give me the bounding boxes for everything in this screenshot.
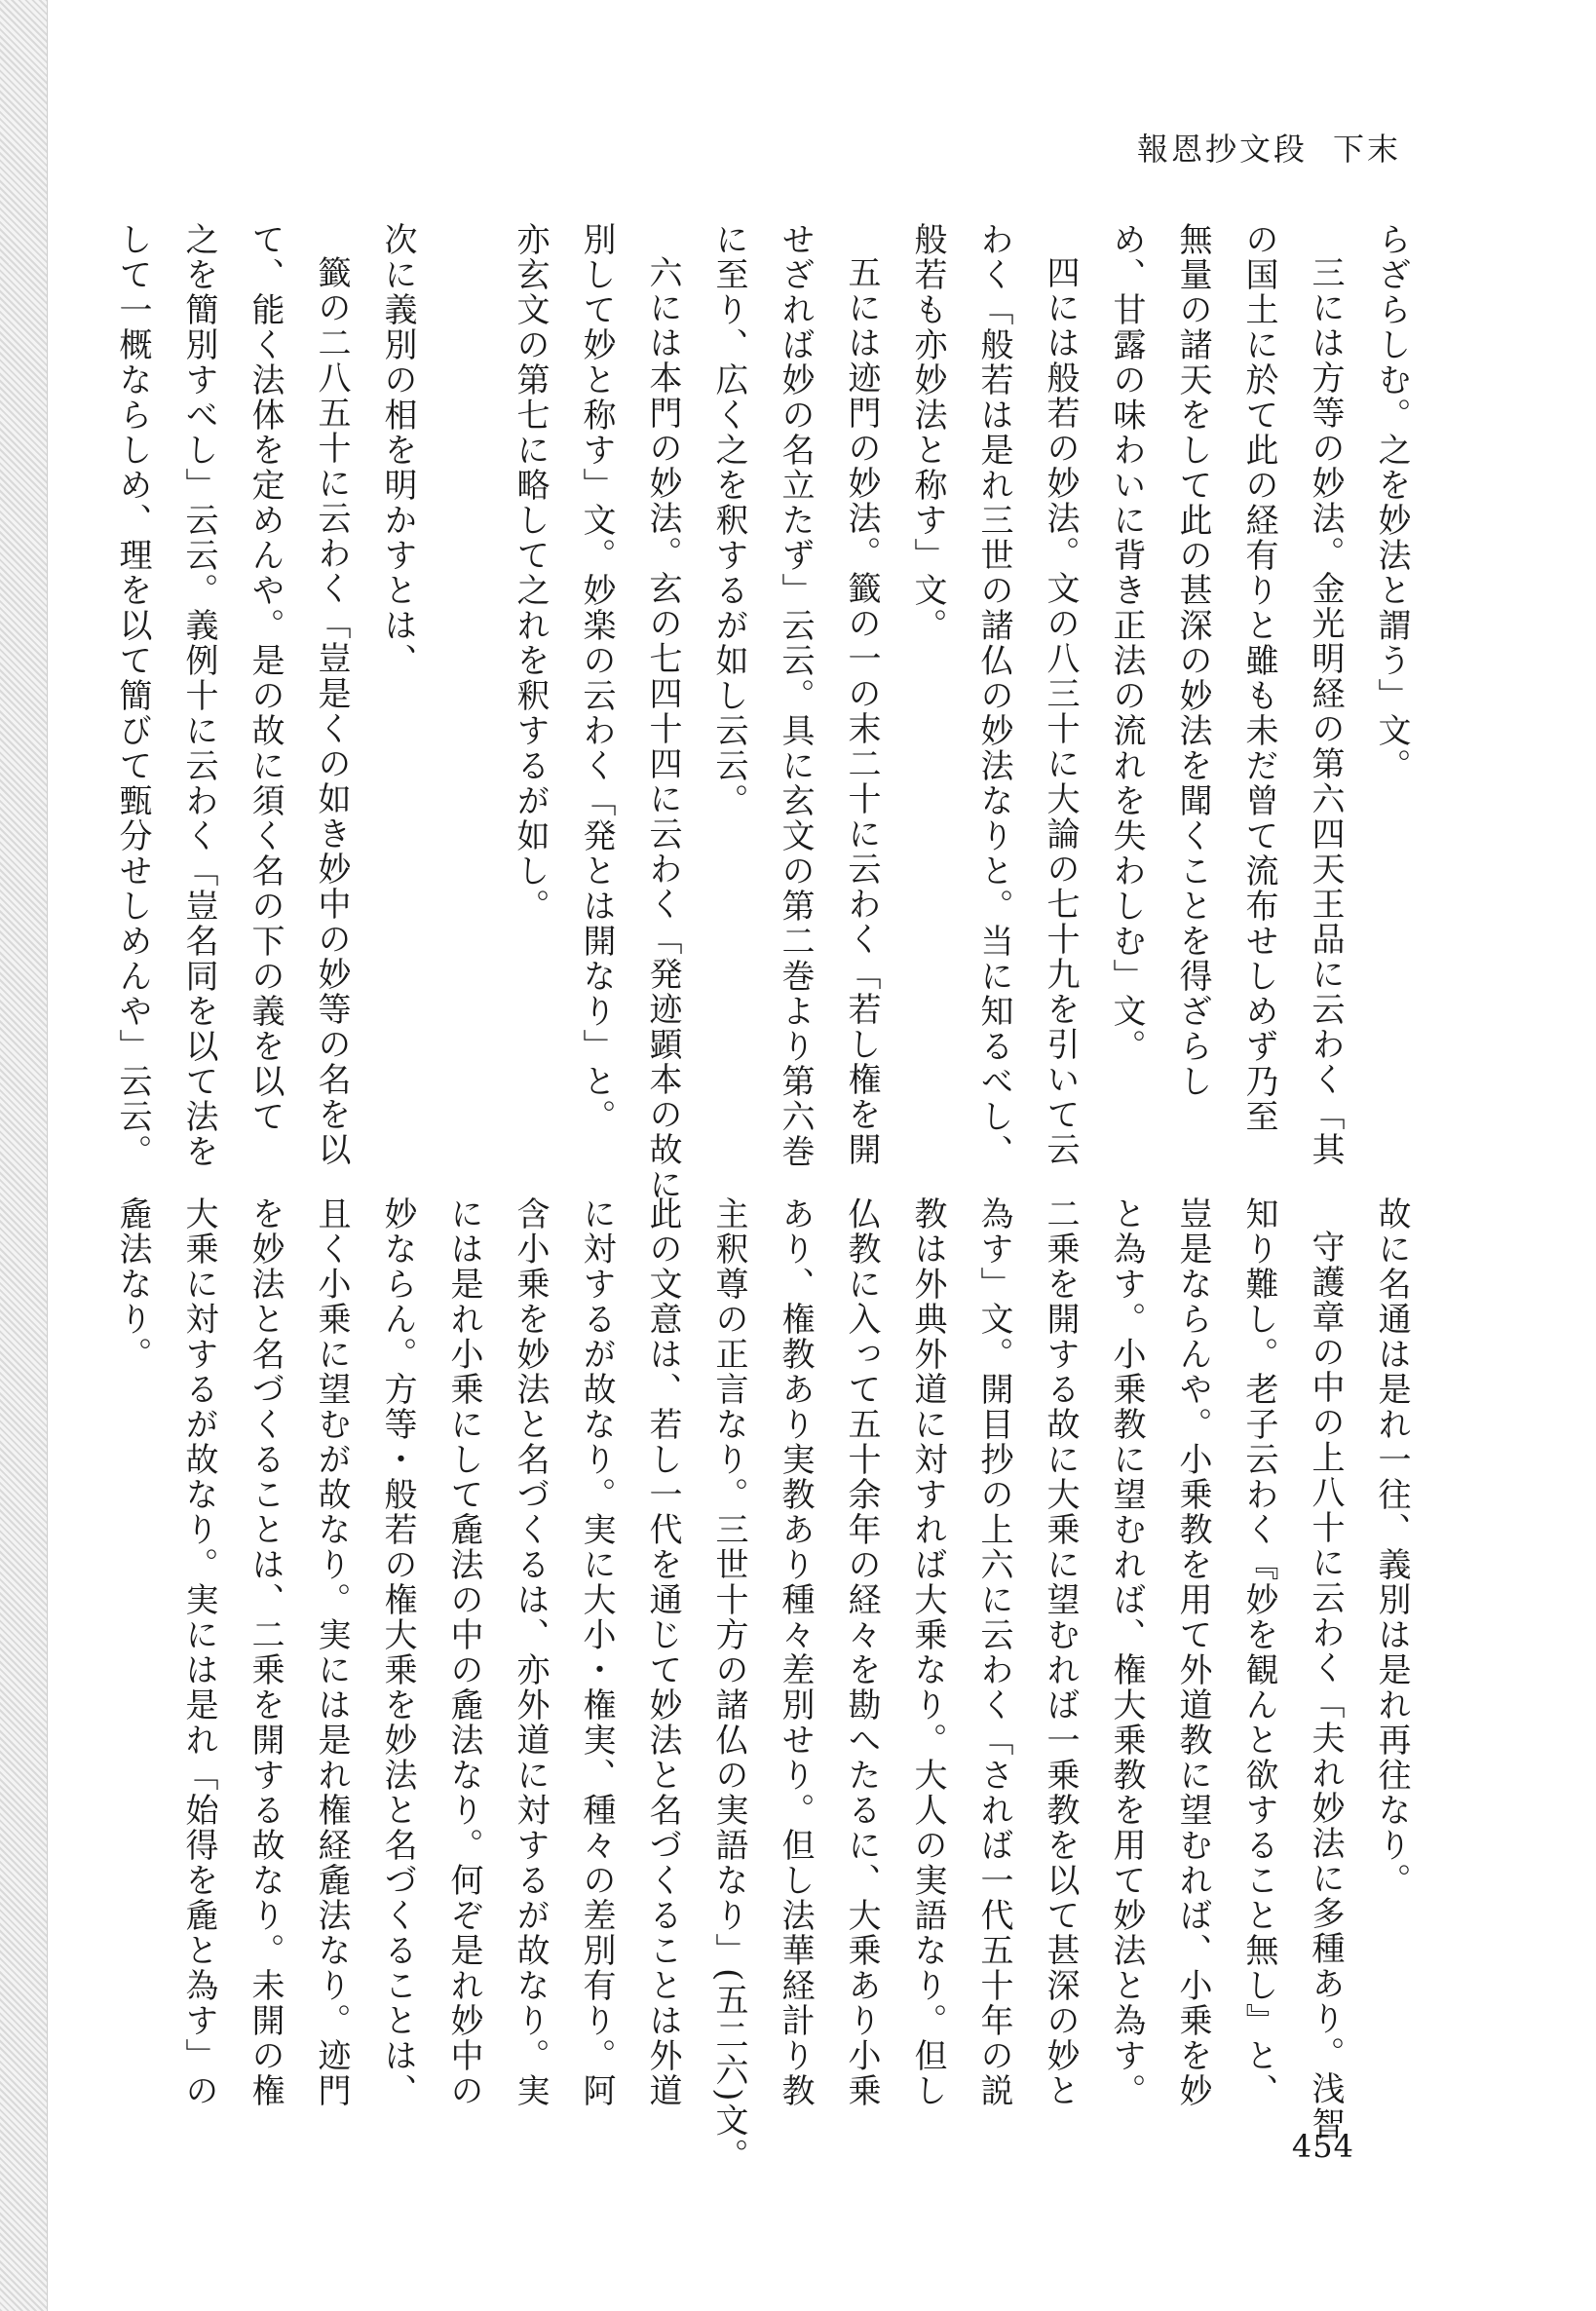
text-line: あり、権教あり実教あり種々差別せり。但し法華経計り教 — [776, 1196, 815, 2108]
text-line: 故に名通は是れ一往、義別は是れ再往なり。 — [1372, 1196, 1411, 1898]
text-line: せざれば妙の名立たず」云云。具に玄文の第二巻より第六巻 — [776, 222, 815, 1169]
text-line: 豈是ならんや。小乗教を用て外道教に望むれば、小乗を妙 — [1173, 1196, 1212, 2108]
text-line: め、甘露の味わいに背き正法の流れを失わしむ」文。 — [1107, 222, 1146, 1064]
text-line: 守護章の中の上八十に云わく「夫れ妙法に多種あり。浅智 — [1306, 1230, 1345, 2141]
text-line: 次に義別の相を明かすとは、 — [378, 222, 417, 678]
text-line: 六には本門の妙法。玄の七四十四に云わく「発迹顕本の故に — [643, 255, 682, 1202]
page-number: 454 — [1291, 2128, 1354, 2165]
text-line: の国土に於て此の経有りと雖も未だ曾て流布せしめず乃至 — [1239, 222, 1278, 1134]
text-line: 四には般若の妙法。文の八三十に大論の七十九を引いて云 — [1041, 255, 1080, 1167]
text-line: 主釈尊の正言なり。三世十方の諸仏の実語なり」(五二六)文。 — [709, 1196, 748, 2174]
running-header — [1112, 125, 1401, 170]
text-line: 教は外典外道に対すれば大乗なり。大人の実語なり。但し — [908, 1196, 947, 2108]
text-line: 般若も亦妙法と称す」文。 — [908, 222, 947, 643]
text-line: 含小乗を妙法と名づくるは、亦外道に対するが故なり。実 — [511, 1196, 550, 2108]
text-line: 無量の諸天をして此の甚深の妙法を聞くことを得ざらし — [1173, 222, 1212, 1099]
header-section: 下末 — [1332, 131, 1401, 168]
text-line: 且く小乗に望むが故なり。実には是れ権経麁法なり。迹門 — [312, 1196, 351, 2108]
text-line: 麁法なり。 — [113, 1196, 152, 1372]
text-line: らざらしむ。之を妙法と謂う」文。 — [1372, 222, 1411, 783]
text-line: 此の文意は、若し一代を通じて妙法と名づくることは外道 — [643, 1196, 682, 2108]
text-line: には是れ小乗にして麁法の中の麁法なり。何ぞ是れ妙中の — [444, 1196, 483, 2108]
text-line: 三には方等の妙法。金光明経の第六四天王品に云わく「其 — [1306, 255, 1345, 1167]
text-line: 為す」文。開目抄の上六に云わく「されば一代五十年の説 — [974, 1196, 1013, 2108]
text-line: わく「般若は是れ三世の諸仏の妙法なりと。当に知るべし、 — [974, 222, 1013, 1169]
text-line: 仏教に入って五十余年の経々を勘へたるに、大乗あり小乗 — [842, 1196, 881, 2108]
text-line: 大乗に対するが故なり。実には是れ「始得を麁と為す」の — [179, 1196, 218, 2108]
book-spine-shadow — [0, 0, 48, 2311]
text-line — [431, 222, 497, 1080]
text-line: と為す。小乗教に望むれば、権大乗教を用て妙法と為す。 — [1107, 1196, 1146, 2108]
text-line: 二乗を開する故に大乗に望むれば一乗教を以て甚深の妙と — [1041, 1196, 1080, 2108]
text-line: 之を簡別すべし」云云。義例十に云わく「豈名同を以て法を — [179, 222, 218, 1169]
text-line: に至り、広く之を釈するが如し云云。 — [709, 222, 748, 818]
text-line: て、能く法体を定めんや。是の故に須く名の下の義を以て — [246, 222, 285, 1134]
text-block-upper — [99, 222, 1425, 1202]
text-line: して一概ならしめ、理を以て簡びて甄分せしめんや」云云。 — [113, 222, 152, 1169]
text-line: 亦玄文の第七に略して之れを釈するが如し。 — [511, 222, 550, 924]
text-line: 妙ならん。方等・般若の権大乗を妙法と名づくることは、 — [378, 1196, 417, 2108]
text-line: 知り難し。老子云わく『妙を観んと欲すること無し』と、 — [1239, 1196, 1278, 2108]
text-line: 別して妙と称す」文。妙楽の云わく「発とは開なり」と。 — [577, 222, 616, 1134]
header-title: 報恩抄文段 — [1136, 131, 1308, 168]
text-line: 五には迹門の妙法。籤の一の末二十に云わく「若し権を開 — [842, 255, 881, 1167]
text-line: 籤の二八五十に云わく「豈是くの如き妙中の妙等の名を以 — [312, 255, 351, 1167]
text-line: を妙法と名づくることは、二乗を開する故なり。未開の権 — [246, 1196, 285, 2108]
text-line: に対するが故なり。実に大小・権実、種々の差別有り。阿 — [577, 1196, 616, 2108]
